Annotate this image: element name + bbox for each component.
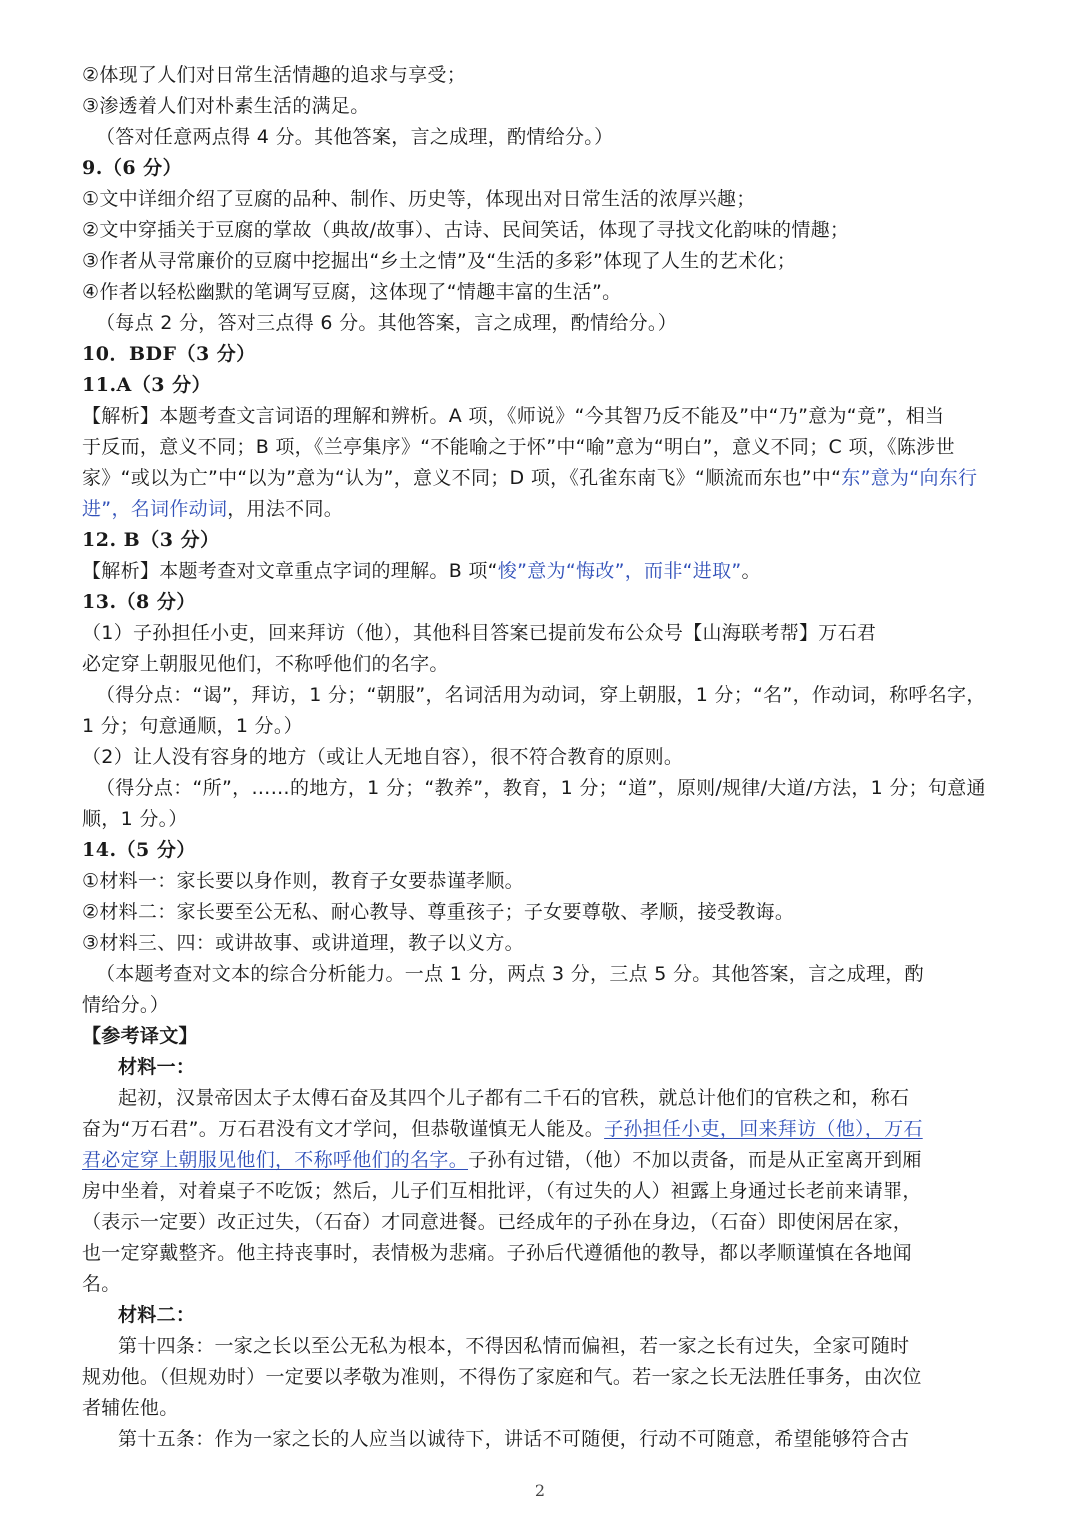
analysis-11-line-2: 于反而，意义不同；B 项，《兰亭集序》“不能喻之于怀”中“喻”意为“明白”，意义不同；C 项，《陈涉世 — [82, 436, 955, 458]
analysis-11-line-4 — [82, 494, 962, 525]
answer-14-point-1: ①材料一：家长要以身作则，教育子女要恭谨孝顺。 — [82, 870, 524, 892]
material-2-line-1: 第十四条：一家之长以至公无私为根本，不得因私情而偏袒，若一家之长有过失，全家可随时 — [118, 1335, 910, 1357]
answer-14-note-line-1: （本题考查对文本的综合分析能力。一点 1 分，两点 3 分，三点 5 分。其他答案，言之成理，酌 — [96, 963, 924, 985]
question-13-heading: 13.（8 分） — [82, 591, 196, 613]
answer-8-point-2: ②体现了人们对日常生活情趣的追求与享受； — [82, 64, 467, 86]
analysis-11-line-4-text: ，用法不同。 — [227, 498, 344, 520]
material-1-line-3-underlined: 君必定穿上朝服见他们，不称呼他们的名字。 — [82, 1149, 469, 1171]
question-9-heading: 9.（6 分） — [82, 157, 183, 179]
answer-14-point-3: ③材料三、四：或讲故事、或讲道理，教子以义方。 — [82, 932, 524, 954]
answer-13-1-note-line-1: （得分点：“谒”，拜访，1 分；“朝服”，名词活用为动词，穿上朝服，1 分；“名”，作动词，称呼名字， — [96, 684, 986, 706]
analysis-12-line-1 — [82, 556, 962, 587]
material-1-line-1: 起初，汉景帝因太子太傅石奋及其四个儿子都有二千石的官秩，就总计他们的官秩之和，称石 — [118, 1087, 910, 1109]
question-11-heading: 11.A（3 分） — [82, 374, 212, 396]
answer-13-1-line-2: 必定穿上朝服见他们，不称呼他们的名字。 — [82, 653, 449, 675]
reference-translation-heading: 【参考译文】 — [82, 1025, 198, 1047]
analysis-11-line-3 — [82, 463, 978, 494]
material-1-line-2 — [82, 1114, 962, 1145]
answer-8-note: （答对任意两点得 4 分。其他答案，言之成理，酌情给分。） — [96, 126, 614, 148]
analysis-12-text: 【解析】本题考查对文章重点字词的理解。B 项“ — [82, 560, 498, 582]
material-1-line-6: 也一定穿戴整齐。他主持丧事时，表情极为悲痛。子孙后代遵循他的教导，都以孝顺谨慎在各地闻 — [82, 1242, 912, 1264]
answer-13-1-note-line-2: 1 分；句意通顺，1 分。） — [82, 715, 303, 737]
analysis-12-end: 。 — [741, 560, 761, 582]
analysis-11-line-3-highlight: 东”意为“向东行 — [841, 467, 978, 489]
answer-13-2-note-line-2: 顺，1 分。） — [82, 808, 188, 830]
material-2-line-4: 第十五条：作为一家之长的人应当以诚待下，讲话不可随便，行动不可随意，希望能够符合古 — [118, 1428, 910, 1450]
material-1-line-5: （表示一定要）改正过失，（石奋）才同意进餐。已经成年的子孙在身边，（石奋）即使闲居在家， — [82, 1211, 913, 1233]
material-1-line-4: 房中坐着，对着桌子不吃饭；然后，儿子们互相批评，（有过失的人）袒露上身通过长老前来请罪， — [82, 1180, 922, 1202]
answer-13-2-note-line-1: （得分点：“所”，……的地方，1 分；“教养”，教育，1 分；“道”，原则/规律/大道/方法，1 分；句意通 — [96, 777, 986, 799]
answer-13-2-line-1: （2）让人没有容身的地方（或让人无地自容），很不符合教育的原则。 — [82, 746, 684, 768]
material-1-line-2-underlined: 子孙担任小吏，回来拜访（他），万石 — [604, 1118, 923, 1140]
question-10-heading: 10．BDF（3 分） — [82, 343, 256, 365]
answer-9-note: （每点 2 分，答对三点得 6 分。其他答案，言之成理，酌情给分。） — [96, 312, 678, 334]
analysis-11-line-3-text: 家》“或以为亡”中“以为”意为“认为”，意义不同；D 项，《孔雀东南飞》“顺流而东也”中“ — [82, 467, 842, 489]
material-2-line-3: 者辅佐他。 — [82, 1397, 179, 1419]
question-12-heading: 12. B（3 分） — [82, 529, 220, 551]
answer-9-point-4: ④作者以轻松幽默的笔调写豆腐，这体现了“情趣丰富的生活”。 — [82, 281, 622, 303]
material-1-title: 材料一： — [118, 1056, 196, 1078]
material-2-line-2: 规劝他。（但规劝时）一定要以孝敬为准则，不得伤了家庭和气。若一家之长无法胜任事务，由次位 — [82, 1366, 922, 1388]
material-2-title: 材料二： — [118, 1304, 196, 1326]
answer-8-point-3: ③渗透着人们对朴素生活的满足。 — [82, 95, 370, 117]
analysis-11-line-1: 【解析】本题考查文言词语的理解和辨析。A 项，《师说》“今其智乃反不能及”中“乃”意为“竟”，相当 — [82, 405, 945, 427]
question-14-heading: 14.（5 分） — [82, 839, 196, 861]
answer-9-point-3: ③作者从寻常廉价的豆腐中挖掘出“乡土之情”及“生活的多彩”体现了人生的艺术化； — [82, 250, 797, 272]
answer-14-point-2: ②材料二：家长要至公无私、耐心教导、尊重孩子；子女要尊敬、孝顺，接受教诲。 — [82, 901, 795, 923]
answer-13-1-line-1: （1）子孙担任小吏，回来拜访（他），其他科目答案已提前发布公众号【山海联考帮】万石君 — [82, 622, 877, 644]
material-1-line-3 — [82, 1145, 962, 1176]
answer-9-point-1: ①文中详细介绍了豆腐的品种、制作、历史等，体现出对日常生活的浓厚兴趣； — [82, 188, 756, 210]
page-number: 2 — [534, 1481, 546, 1500]
material-1-line-7: 名。 — [82, 1273, 121, 1295]
analysis-11-line-4-highlight: 进”，名词作动词 — [82, 498, 228, 520]
answer-14-note-line-2: 情给分。） — [82, 994, 170, 1016]
material-1-line-2-text: 奋为“万石君”。万石君没有文才学问，但恭敬谨慎无人能及。 — [82, 1118, 605, 1140]
analysis-12-highlight: 悛”意为“悔改”，而非“进取” — [497, 560, 742, 582]
material-1-line-3-text: 子孙有过错，（他）不加以责备，而是从正室离开到厢 — [468, 1149, 922, 1171]
answer-9-point-2: ②文中穿插关于豆腐的掌故（典故/故事）、古诗、民间笑话，体现了寻找文化韵味的情趣； — [82, 219, 850, 241]
